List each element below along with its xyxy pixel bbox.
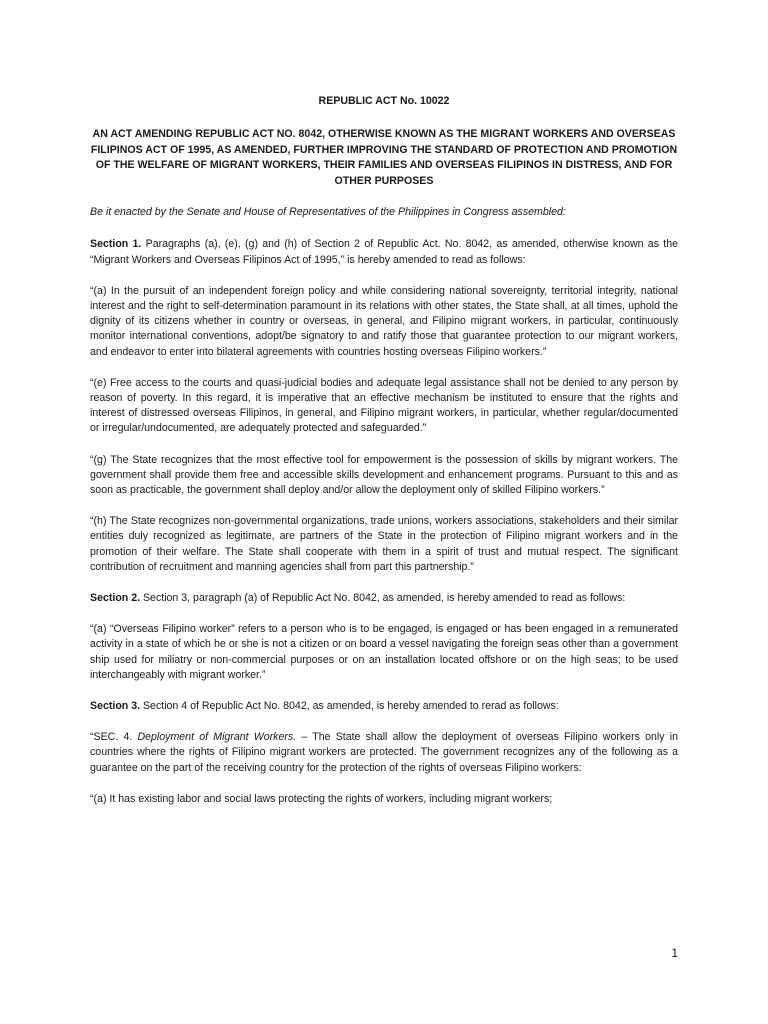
enacting-clause: Be it enacted by the Senate and House of Representatives of the Philippines in Congress assembled: <box>90 206 566 219</box>
section-3-paragraph <box>90 699 678 714</box>
section-2-label: Section 2. <box>90 592 141 605</box>
document-body <box>90 94 678 823</box>
sec-4-prefix: “SEC. 4. <box>90 731 138 744</box>
section-3-text: Section 4 of Republic Act No. 8042, as amended, is hereby amended to rerad as follows: <box>140 700 559 713</box>
section-1-label: Section 1. <box>90 238 142 251</box>
paragraph-last: “(a) It has existing labor and social laws protecting the rights of workers, including migrant workers; <box>90 792 553 805</box>
section-1-text: Paragraphs (a), (e), (g) and (h) of Section 2 of Republic Act. No. 8042, as amended, otherwise known as the “Migrant Workers and Overseas Filipinos Act of 1995,” is hereby amended to read as follows: <box>90 238 678 266</box>
paragraph-h: “(h) The State recognizes non-governmental organizations, trade unions, workers associations, stakeholders and their similar entities duly recognized as legitimate, are partners of the State in the protection of Filipino migrant workers and in the promotion of their welfare. The State shall cooperate with them in a spirit of trust and mutual respect. The significant contribution of recruitment and manning agencies shall from part this partnership.” <box>90 515 678 573</box>
paragraph-a: “(a) In the pursuit of an independent foreign policy and while considering national sovereignty, territorial integrity, national interest and the right to self-determination paramount in its relations with other states, the State shall, at all times, uphold the dignity of its citizens whether in country or overseas, in general, and Filipino migrant workers, in particular, continuously monitor international conventions, adopt/be signatory to and ratify those that guarantee protection to our migrant workers, and endeavor to enter into bilateral agreements with countries hosting overseas Filipino workers.” <box>90 284 678 358</box>
act-number-heading: REPUBLIC ACT No. 10022 <box>318 95 450 107</box>
section-3-label: Section 3. <box>90 700 141 713</box>
section-1-paragraph <box>90 237 678 267</box>
paragraph-e: “(e) Free access to the courts and quasi-judicial bodies and adequate legal assistance shall not be denied to any person by reason of poverty. In this regard, it is imperative that an effective mechanism be instituted to ensure that the rights and interest of distressed overseas Filipinos, in general, and Filipino migrant workers, in particular, whether regular/documented or irregular/undocumented, are adequately protected and safeguarded.” <box>90 376 678 435</box>
act-title: AN ACT AMENDING REPUBLIC ACT NO. 8042, OTHERWISE KNOWN AS THE MIGRANT WORKERS AND OVERSEAS FILIPINOS ACT OF 1995, AS AMENDED, FURTHER IMPROVING THE STANDARD OF PROTECTION AND PROMOTION OF THE WELFARE OF MIGRANT WORKERS, THEIR FAMILIES AND OVERSEAS FILIPINOS IN DISTRESS, AND FOR OTHER PURPOSES <box>90 128 678 187</box>
paragraph-ofw-definition: “(a) “Overseas Filipino worker” refers to a person who is to be engaged, is engaged or has been engaged in a remunerated activity in a state of which he or she is not a citizen or on board a vessel navigating the foreign seas other than a government ship used for miliatry or non-commercial purposes or on an installation located offshore or on the high seas; to be used interchangeably with migrant worker.” <box>90 623 678 681</box>
section-2-text: Section 3, paragraph (a) of Republic Act No. 8042, as amended, is hereby amended to read as follows: <box>140 592 626 605</box>
paragraph-g: “(g) The State recognizes that the most effective tool for empowerment is the possession of skills by migrant workers. The government shall provide them free and accessible skills development and enhancement programs. Pursuant to this and as soon as practicable, the government shall deploy and/or allow the deployment only of skilled Filipino workers.” <box>90 453 678 497</box>
sec-4-text: – The State shall allow the deployment of overseas Filipino workers only in countries where the rights of Filipino migrant workers are protected. The government recognizes any of the following as a guarantee on the part of the receiving country for the protection of the rights of overseas Filipino workers: <box>90 731 678 774</box>
section-2-paragraph <box>90 591 678 606</box>
sec-4-heading: Deployment of Migrant Workers. <box>137 731 297 744</box>
sec-4-paragraph <box>90 730 678 776</box>
page-number: 1 <box>671 946 678 960</box>
